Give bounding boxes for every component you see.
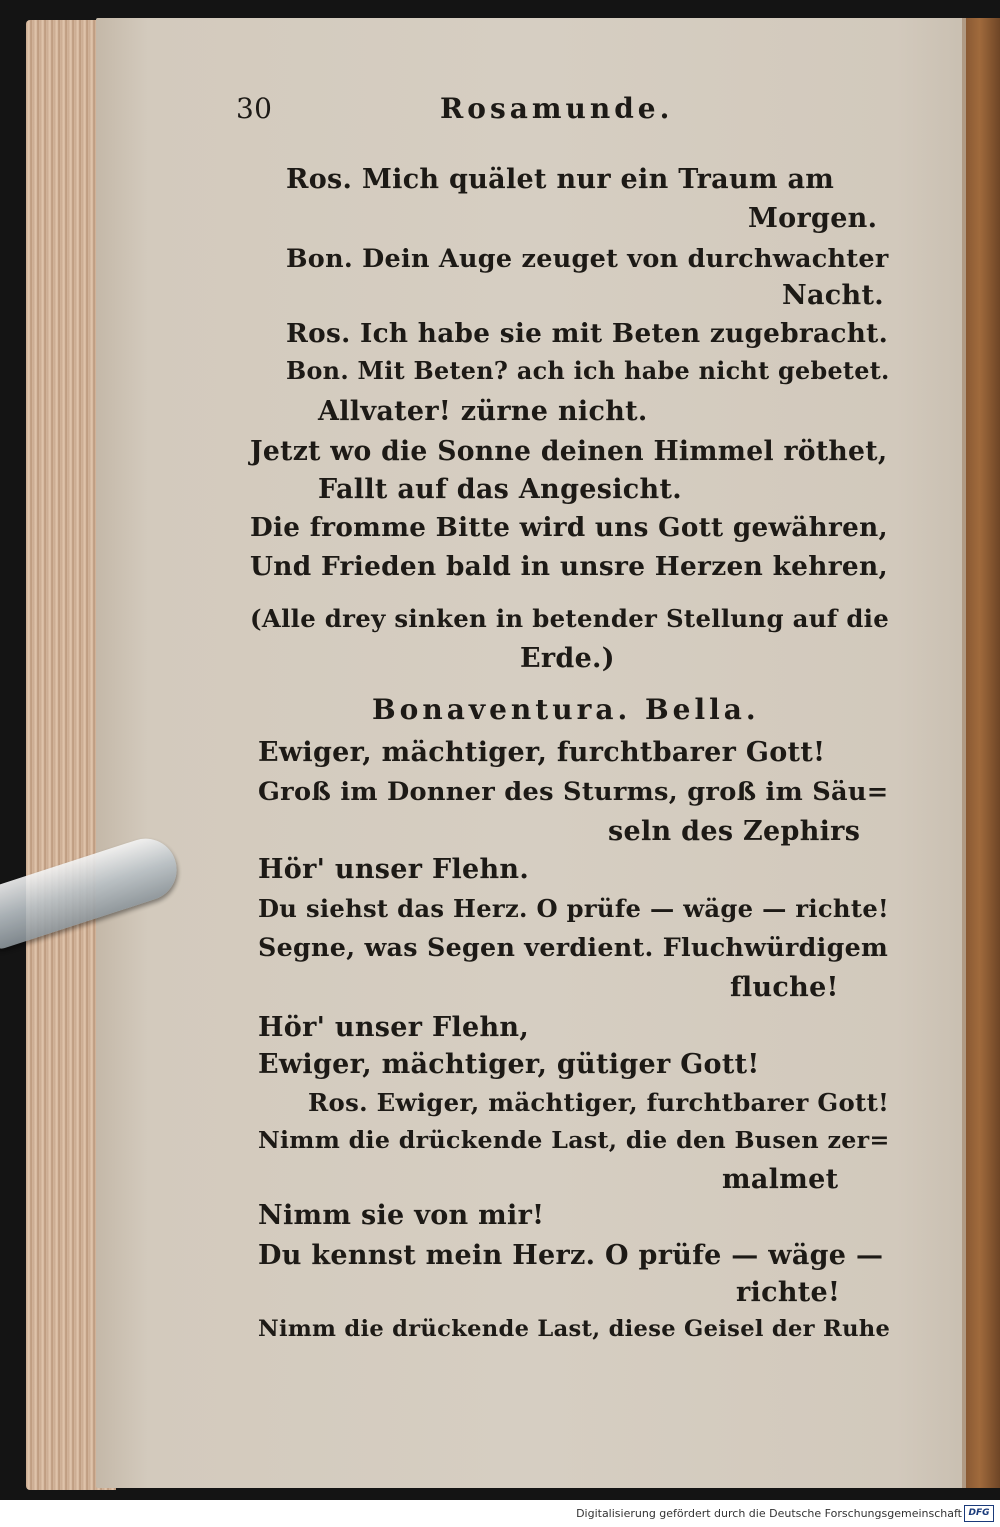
dfg-logo: DFG (964, 1505, 994, 1522)
stage-direction: (Alle drey sinken in betender Stellung auf die (250, 604, 890, 633)
text-line: Segne, was Segen verdient. Fluchwürdigem (258, 932, 889, 962)
text-line: Ros. Ewiger, mächtiger, furchtbarer Gott! (308, 1088, 890, 1117)
funding-credit: Digitalisierung gefördert durch die Deutsche Forschungsgemeinschaft (576, 1507, 962, 1520)
text-line: Die fromme Bitte wird uns Gott gewähren, (250, 512, 888, 543)
text-line: Allvater! zürne nicht. (318, 396, 648, 427)
text-line: Nimm die drückende Last, diese Geisel der Ruhe (258, 1316, 891, 1342)
text-line: Nimm sie von mir! (258, 1200, 545, 1231)
text-line: Groß im Donner des Sturms, groß im Säu= (258, 777, 889, 807)
text-line: Fallt auf das Angesicht. (318, 474, 682, 505)
text-line: Nacht. (782, 280, 884, 311)
text-line: richte! (736, 1277, 841, 1308)
text-line: Jetzt wo die Sonne deinen Himmel röthet, (250, 436, 888, 467)
text-line: Ros. Ich habe sie mit Beten zugebracht. (286, 318, 889, 349)
text-line: Morgen. (748, 203, 878, 234)
text-line: Hör' unser Flehn, (258, 1012, 530, 1043)
footer-bar (0, 1500, 1000, 1527)
text-line: Und Frieden bald in unsre Herzen kehren, (250, 551, 888, 582)
speaker-heading: Bonaventura. Bella. (372, 693, 760, 726)
text-line: Du siehst das Herz. O prüfe — wäge — richte! (258, 894, 889, 923)
text-line: seln des Zephirs (608, 816, 861, 847)
text-line: malmet (722, 1164, 839, 1195)
text-line: Nimm die drückende Last, die den Busen zer= (258, 1126, 890, 1154)
text-line: Du kennst mein Herz. O prüfe — wäge — (258, 1240, 884, 1271)
text-line: Bon. Dein Auge zeuget von durchwachter (286, 243, 889, 273)
text-line: Ewiger, mächtiger, furchtbarer Gott! (258, 737, 826, 768)
text-line: Ros. Mich quälet nur ein Traum am (286, 164, 835, 195)
text-line: Ewiger, mächtiger, gütiger Gott! (258, 1049, 760, 1080)
text-line: Hör' unser Flehn. (258, 854, 530, 885)
stage-direction: Erde.) (520, 643, 615, 674)
running-title: Rosamunde. (440, 92, 674, 125)
text-line: Bon. Mit Beten? ach ich habe nicht gebetet. (286, 357, 890, 385)
text-line: fluche! (730, 972, 839, 1003)
page-number: 30 (236, 92, 273, 125)
